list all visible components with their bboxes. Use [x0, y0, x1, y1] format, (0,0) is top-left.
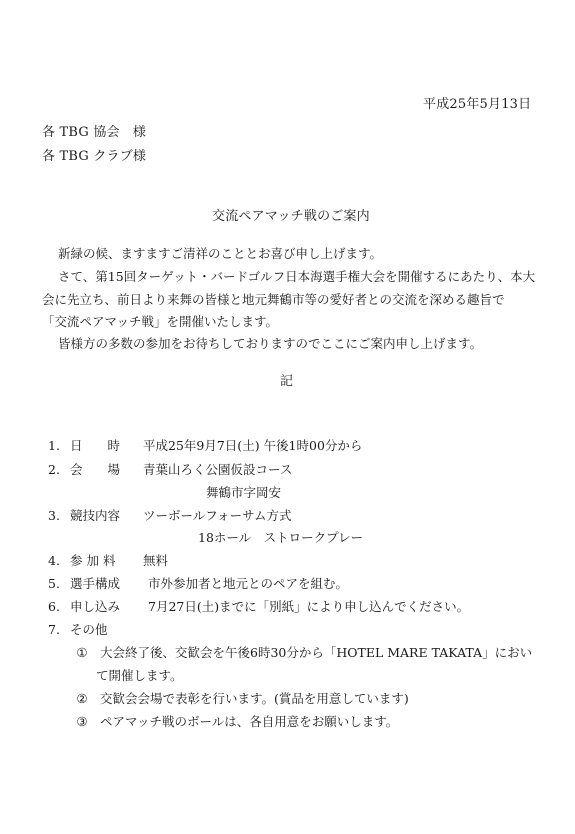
body-line: 会に先立ち、前日より来舞の皆様と地元舞鶴市等の愛好者との交流を深める趣旨で	[42, 292, 505, 307]
item-value: 青葉山ろく公園仮設コース	[143, 462, 293, 477]
item-value: 平成25年9月7日(土) 午後1時00分から	[143, 438, 363, 453]
document-date: 平成25年5月13日	[423, 97, 532, 112]
other-item-text-line2: て開催します。	[96, 668, 183, 683]
item-label: 選手構成	[70, 576, 121, 591]
item-number: 6.	[48, 599, 60, 614]
addressee-clubs: 各 TBG クラブ様	[42, 149, 147, 164]
item-label: 参 加 料	[70, 553, 116, 568]
item-value: 無料	[143, 553, 169, 568]
item-value: 7月27日(土)までに「別紙」により申し込んでください。	[148, 599, 470, 614]
item-label: 競技内容	[70, 508, 121, 523]
item-number: 5.	[48, 576, 60, 591]
other-item-text: 大会終了後、交歓会を午後6時30分から「HOTEL MARE TAKATA」におい	[99, 645, 533, 660]
body-line: 「交流ペアマッチ戦」を開催いたします。	[42, 314, 279, 329]
item-value-line2: 18ホール ストロークプレー	[198, 530, 364, 545]
item-value: ツーボールフォーサム方式	[143, 508, 292, 523]
body-line: 新緑の候、ますますご清祥のこととお喜び申し上げます。	[58, 246, 383, 261]
item-label: その他	[70, 622, 108, 637]
other-item	[74, 690, 409, 708]
body-line: さて、第15回ターゲット・バードゴルフ日本海選手権大会を開催するにあたり、本大	[58, 269, 536, 284]
other-item-text: ペアマッチ戦のボールは、各自用意をお願いします。	[99, 714, 399, 729]
item-number: 2.	[48, 462, 60, 477]
item-label: 日 時	[70, 438, 121, 453]
item-value-line2: 舞鶴市字岡安	[206, 485, 282, 500]
body-line: 皆様方の多数の参加をお待ちしておりますのでここにご案内申し上げます。	[58, 336, 483, 351]
other-item-text: 交歓会会場で表彰を行います。(賞品を用意しています)	[99, 691, 409, 706]
item-number: 4.	[48, 553, 60, 568]
addressee-associations: 各 TBG 協会 様	[42, 125, 147, 140]
other-item	[74, 644, 532, 662]
circled-number: ②	[76, 691, 88, 706]
circled-number: ③	[76, 714, 88, 729]
other-item	[74, 713, 398, 731]
circled-number: ①	[76, 645, 88, 660]
item-value: 市外参加者と地元とのペアを組む。	[148, 576, 349, 591]
ki-heading: 記	[280, 374, 294, 389]
item-label: 会 場	[70, 462, 121, 477]
item-number: 3.	[48, 508, 60, 523]
item-label: 申し込み	[70, 599, 121, 614]
item-number: 1.	[48, 438, 60, 453]
document-title: 交流ペアマッチ戦のご案内	[212, 209, 370, 224]
item-number: 7.	[48, 622, 60, 637]
